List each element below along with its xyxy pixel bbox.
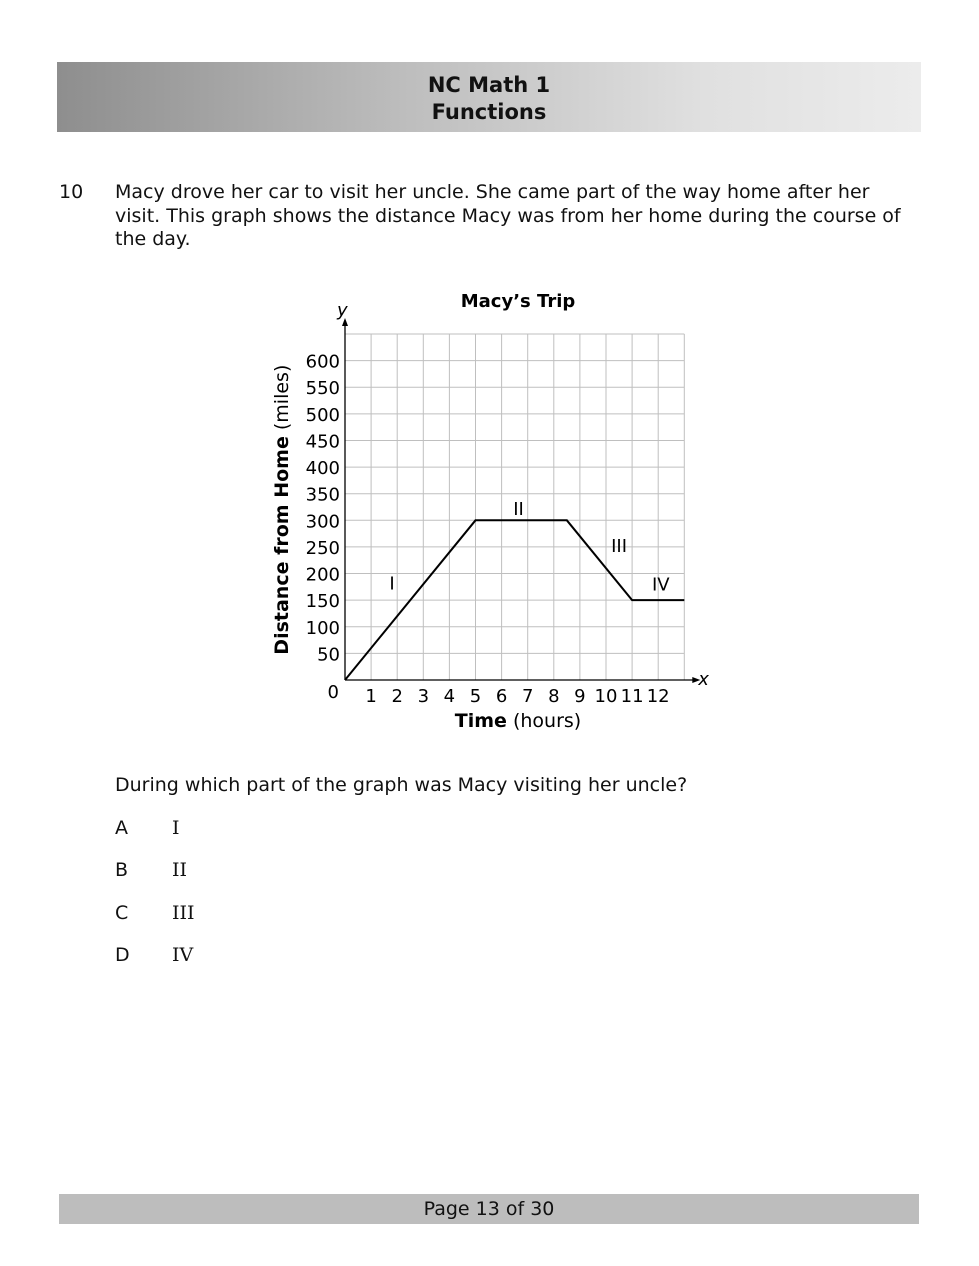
y-tick-label: 150 [305, 591, 340, 613]
distance-time-chart [260, 280, 730, 740]
option-letter: B [115, 859, 129, 881]
x-tick-label: 8 [548, 686, 560, 707]
option-d[interactable] [115, 944, 193, 966]
page-header [57, 62, 921, 132]
y-tick-label: 600 [305, 351, 340, 373]
segment-label: I [389, 573, 395, 595]
x-tick-label: 4 [443, 686, 456, 707]
y-tick-label: 400 [305, 458, 340, 480]
page-footer [59, 1194, 919, 1224]
option-letter: A [115, 817, 128, 839]
x-axis-label-unit: (hours) [506, 710, 582, 732]
y-axis-label [271, 365, 293, 655]
option-value: IV [172, 944, 194, 966]
x-tick-label: 11 [620, 686, 644, 707]
x-tick-label: 5 [469, 686, 482, 707]
question-number: 10 [59, 181, 84, 203]
x-tick-label: 2 [391, 686, 403, 707]
x-tick-label: 3 [417, 686, 430, 707]
y-tick-label: 250 [305, 537, 340, 559]
x-tick-label: 9 [574, 686, 586, 707]
y-axis-letter: y [337, 300, 348, 322]
x-tick-label: 7 [521, 686, 534, 707]
segment-label: II [513, 498, 524, 520]
option-c[interactable] [115, 902, 195, 924]
option-value: III [172, 902, 195, 924]
y-tick-label: 300 [305, 511, 340, 533]
y-axis-label-bold: Distance from Home [271, 436, 293, 655]
x-axis-label [455, 710, 581, 732]
question-stem: Macy drove her car to visit her uncle. She came part of the way home after her visit. This graph shows the distance Macy was from her home during the course of the day. [115, 181, 901, 250]
option-value: II [172, 859, 188, 881]
x-tick-label: 12 [646, 686, 670, 707]
y-tick-label: 50 [317, 644, 340, 666]
page-number: Page 13 of 30 [423, 1198, 555, 1220]
course-title: NC Math 1 [427, 73, 551, 97]
question-prompt: During which part of the graph was Macy visiting her uncle? [115, 774, 688, 796]
y-tick-label: 350 [305, 484, 340, 506]
x-tick-label: 10 [594, 686, 618, 707]
x-tick-label: 6 [495, 686, 508, 707]
origin-label: 0 [327, 682, 339, 703]
y-axis-label-unit: (miles) [271, 364, 293, 437]
segment-label: III [611, 536, 628, 558]
x-tick-label: 1 [365, 686, 377, 707]
chart-title: Macy’s Trip [460, 291, 576, 312]
y-tick-label: 100 [305, 617, 340, 639]
y-tick-label: 200 [305, 564, 340, 586]
x-axis-letter: x [698, 669, 709, 690]
option-a[interactable] [115, 817, 180, 839]
y-tick-label: 500 [305, 404, 340, 426]
option-letter: C [115, 902, 129, 924]
x-axis-label-bold: Time [454, 710, 507, 732]
unit-title: Functions [431, 100, 547, 124]
option-letter: D [115, 944, 130, 966]
segment-label: IV [651, 574, 670, 596]
y-tick-label: 550 [305, 378, 340, 400]
option-value: I [172, 817, 180, 839]
y-tick-label: 450 [305, 431, 340, 453]
option-b[interactable] [115, 859, 187, 881]
